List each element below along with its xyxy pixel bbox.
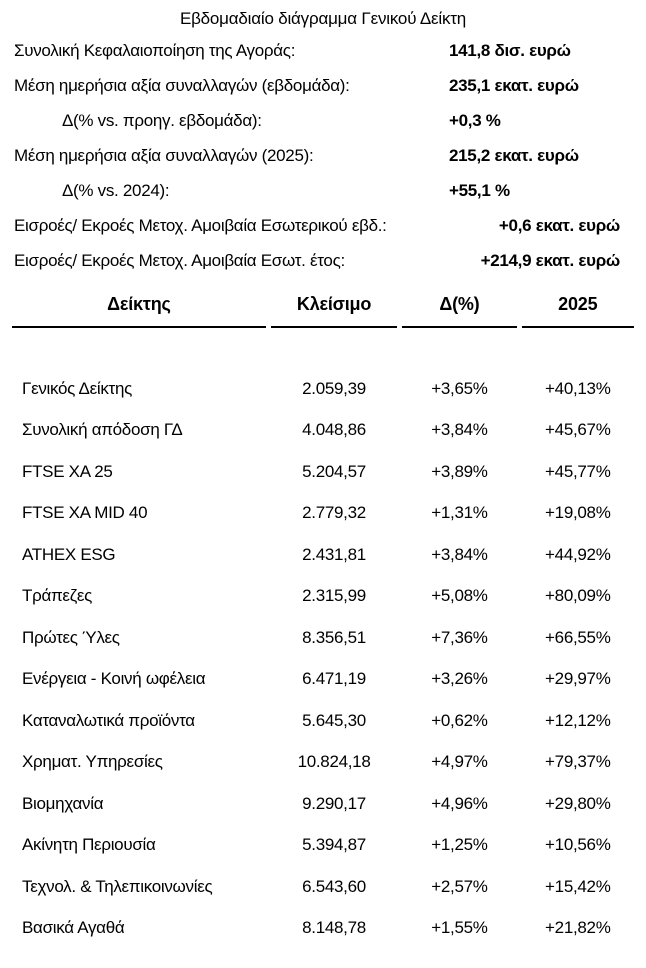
cell-close: 4.048,86: [302, 420, 366, 440]
cell-ytd: +29,97%: [545, 669, 611, 689]
column-header-change: Δ(%): [402, 282, 516, 328]
cell-index-name: Χρηματ. Υπηρεσίες: [22, 752, 163, 772]
table-row: [12, 742, 634, 784]
stat-label: Εισροές/ Εκροές Μετοχ. Αμοιβαία Εσωτ. έτος:: [14, 251, 345, 270]
stat-value: +0,6 εκατ. ευρώ: [498, 216, 620, 235]
table-row: [12, 617, 634, 659]
table-row: [12, 534, 634, 576]
cell-index-name: Ακίνητη Περιουσία: [22, 835, 156, 855]
cell-change: +4,97%: [431, 752, 488, 772]
table-row: [12, 783, 634, 825]
stat-value: +55,1 %: [449, 181, 510, 200]
cell-close: 6.543,60: [302, 876, 366, 896]
table-row: [12, 825, 634, 867]
stat-row-avg-value-week: [0, 68, 646, 103]
stat-label: Δ(% vs. 2024):: [62, 181, 170, 200]
stat-label: Εισροές/ Εκροές Μετοχ. Αμοιβαία Εσωτερικού εβδ.:: [14, 216, 387, 235]
table-row: [12, 866, 634, 908]
cell-index-name: Ενέργεια - Κοινή ωφέλεια: [22, 669, 206, 689]
cell-ytd: +45,67%: [545, 420, 611, 440]
cell-close: 2.431,81: [302, 544, 366, 564]
stat-label: Μέση ημερήσια αξία συναλλαγών (εβδομάδα):: [14, 76, 350, 95]
cell-change: +1,55%: [431, 918, 488, 938]
cell-close: 5.394,87: [302, 835, 366, 855]
stat-row-market-cap: [0, 33, 646, 68]
stat-value: +0,3 %: [449, 111, 501, 130]
cell-change: +2,57%: [431, 876, 488, 896]
table-row: [12, 368, 634, 410]
cell-index-name: Συνολική απόδοση ΓΔ: [22, 420, 183, 440]
stat-label: Δ(% vs. προηγ. εβδομάδα):: [62, 111, 262, 130]
cell-ytd: +21,82%: [545, 918, 611, 938]
stat-value: 215,2 εκατ. ευρώ: [449, 146, 579, 165]
cell-index-name: Τεχνολ. & Τηλεπικοινωνίες: [22, 876, 213, 896]
table-row: [12, 700, 634, 742]
cell-index-name: Γενικός Δείκτης: [22, 378, 133, 398]
cell-index-name: Πρώτες Ύλες: [22, 627, 120, 647]
cell-close: 2.779,32: [302, 503, 366, 523]
cell-change: +3,84%: [431, 544, 488, 564]
cell-change: +3,89%: [431, 461, 488, 481]
cell-close: 2.315,99: [302, 586, 366, 606]
cell-close: 8.356,51: [302, 627, 366, 647]
table-header-row: [12, 282, 634, 328]
table-row: [12, 493, 634, 535]
cell-change: +1,31%: [431, 503, 488, 523]
stat-row-delta-vs-2024: [0, 173, 646, 208]
stat-row-fund-flows-week: [0, 208, 646, 243]
cell-index-name: FTSE XA 25: [22, 461, 113, 481]
stat-label: Μέση ημερήσια αξία συναλλαγών (2025):: [14, 146, 314, 165]
stats-block: [0, 33, 646, 278]
column-header-close: Κλείσιμο: [271, 282, 397, 328]
cell-index-name: Βιομηχανία: [22, 793, 104, 813]
stat-row-delta-vs-prev-week: [0, 103, 646, 138]
column-header-index: Δείκτης: [12, 282, 266, 328]
cell-close: 9.290,17: [302, 793, 366, 813]
cell-change: +3,84%: [431, 420, 488, 440]
table-row: [12, 451, 634, 493]
stat-row-fund-flows-year: [0, 243, 646, 278]
index-table: [7, 282, 639, 949]
cell-index-name: Τράπεζες: [22, 586, 93, 606]
table-row: [12, 659, 634, 701]
cell-close: 2.059,39: [302, 378, 366, 398]
cell-close: 8.148,78: [302, 918, 366, 938]
cell-ytd: +12,12%: [545, 710, 611, 730]
cell-ytd: +80,09%: [545, 586, 611, 606]
cell-close: 5.204,57: [302, 461, 366, 481]
page-title: Εβδομαδιαίο διάγραμμα Γενικού Δείκτη: [179, 9, 467, 28]
stat-value: +214,9 εκατ. ευρώ: [480, 251, 620, 270]
cell-change: +4,96%: [431, 793, 488, 813]
spacer-row: [12, 328, 634, 368]
cell-close: 5.645,30: [302, 710, 366, 730]
cell-ytd: +66,55%: [545, 627, 611, 647]
cell-ytd: +40,13%: [545, 378, 611, 398]
stat-row-avg-value-2025: [0, 138, 646, 173]
cell-change: +0,62%: [431, 710, 488, 730]
cell-ytd: +15,42%: [545, 876, 611, 896]
cell-ytd: +29,80%: [545, 793, 611, 813]
cell-index-name: Καταναλωτικά προϊόντα: [22, 710, 195, 730]
cell-change: +5,08%: [431, 586, 488, 606]
column-header-ytd: 2025: [522, 282, 634, 328]
table-row: [12, 576, 634, 618]
cell-ytd: +10,56%: [545, 835, 611, 855]
cell-change: +7,36%: [431, 627, 488, 647]
cell-close: 6.471,19: [302, 669, 366, 689]
table-row: [12, 410, 634, 452]
cell-change: +3,65%: [431, 378, 488, 398]
cell-index-name: ATHEX ESG: [22, 544, 116, 564]
cell-change: +1,25%: [431, 835, 488, 855]
cell-ytd: +44,92%: [545, 544, 611, 564]
cell-ytd: +79,37%: [545, 752, 611, 772]
stat-value: 141,8 δισ. ευρώ: [449, 41, 571, 60]
cell-index-name: FTSE XA MID 40: [22, 503, 148, 523]
cell-ytd: +45,77%: [545, 461, 611, 481]
cell-change: +3,26%: [431, 669, 488, 689]
stat-value: 235,1 εκατ. ευρώ: [449, 76, 579, 95]
cell-index-name: Βασικά Αγαθά: [22, 918, 125, 938]
cell-close: 10.824,18: [297, 752, 371, 772]
table-row: [12, 908, 634, 950]
cell-ytd: +19,08%: [545, 503, 611, 523]
stat-label: Συνολική Κεφαλαιοποίηση της Αγοράς:: [14, 41, 296, 60]
